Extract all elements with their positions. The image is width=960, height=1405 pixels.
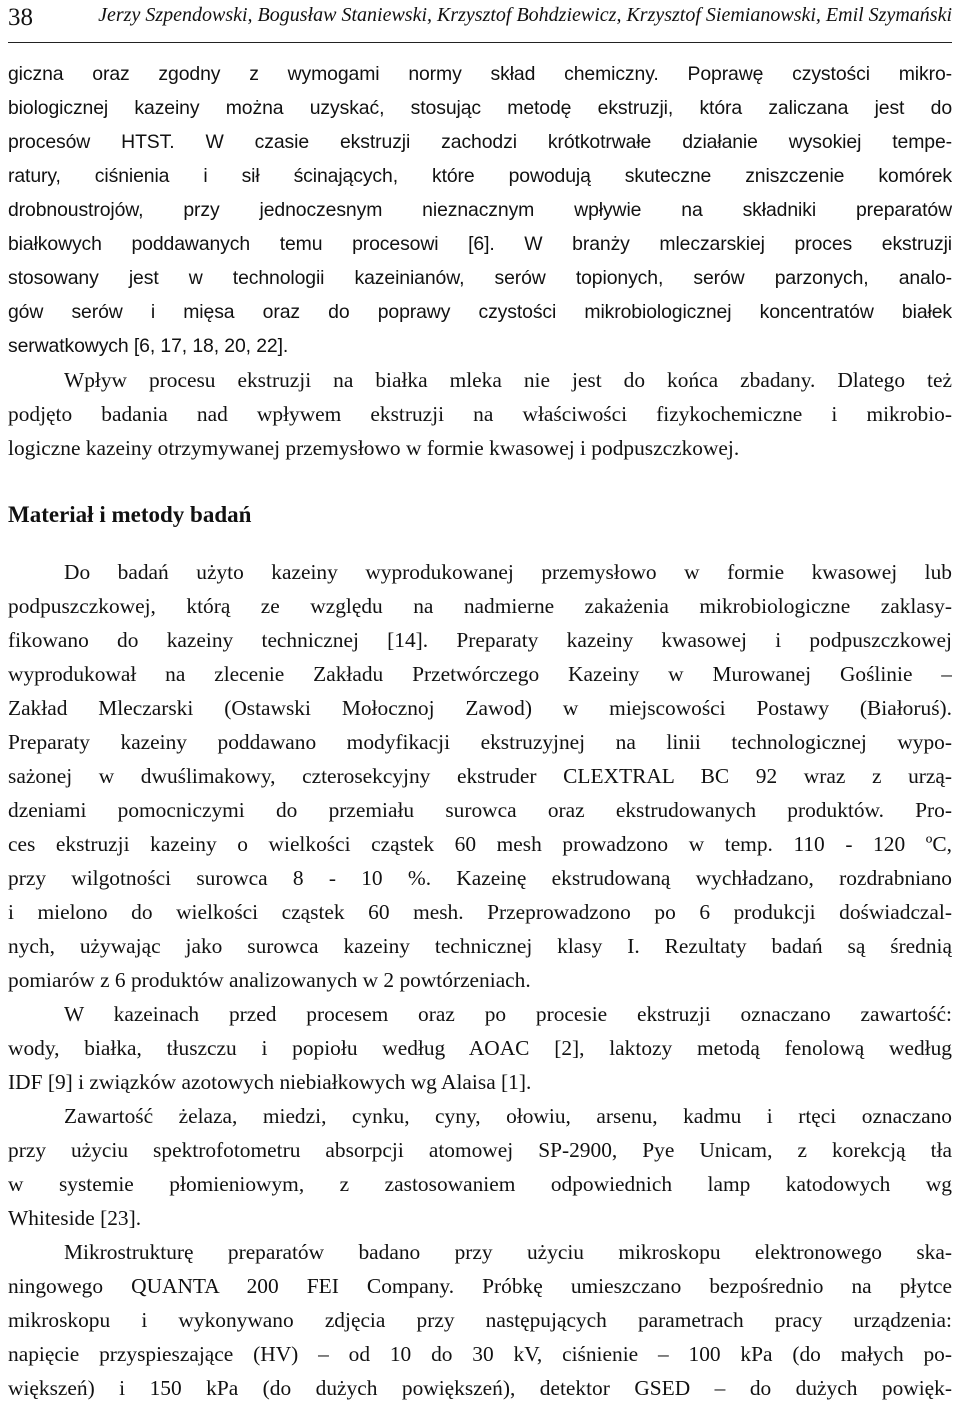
text-line: logiczne kazeiny otrzymywanej przemysłowo w formie kwasowej i podpuszczkowej. bbox=[8, 436, 740, 460]
text-line: nych, używając jako surowca kazeiny technicznej klasy I. Rezultaty badań są średnią bbox=[8, 934, 952, 958]
text-line: fikowano do kazeiny technicznej [14]. Preparaty kazeiny kwasowej i podpuszczkowej bbox=[8, 628, 952, 652]
methods-paragraph-3 bbox=[8, 1099, 952, 1235]
text-line: dzeniami pomocniczymi do przemiału surowca oraz ekstrudowanych produktów. Pro- bbox=[8, 798, 952, 822]
text-line: sażonej w dwuślimakowy, czterosekcyjny ekstruder CLEXTRAL BC 92 wraz z urzą- bbox=[8, 764, 952, 788]
text-line: drobnoustrojów, przy jednoczesnym nieznacznym wpływie na składniki preparatów bbox=[8, 199, 952, 221]
text-line: Wpływ procesu ekstruzji na białka mleka nie jest do końca zbadany. Dlatego też bbox=[64, 368, 952, 392]
text-line: większeń) i 150 kPa (do dużych powiększeń), detektor GSED – do dużych powięk- bbox=[8, 1376, 952, 1400]
text-line: podpuszczkowej, którą ze względu na nadmierne zakażenia mikrobiologiczne zaklasy- bbox=[8, 594, 952, 618]
text-line: wyprodukował na zlecenie Zakładu Przetwórczego Kazeiny w Murowanej Goślinie – bbox=[8, 662, 952, 686]
text-line: mikroskopu i wykonywano zdjęcia przy następujących parametrach pracy urządzenia: bbox=[8, 1308, 952, 1332]
text-line: i mielono do wielkości cząstek 60 mesh. Przeprowadzono po 6 produkcji doświadczal- bbox=[8, 900, 952, 924]
text-line: ningowego QUANTA 200 FEI Company. Próbkę umieszczano bezpośrednio na płytce bbox=[8, 1274, 952, 1298]
intro-conclusion-paragraph bbox=[8, 363, 952, 465]
text-line: przy użyciu spektrofotometru absorpcji atomowej SP-2900, Pye Unicam, z korekcją tła bbox=[8, 1138, 952, 1162]
text-line: w systemie płomieniowym, z zastosowaniem odpowiednich lamp katodowych wg bbox=[8, 1172, 952, 1196]
text-line: stosowany jest w technologii kazeinianów, serów topionych, serów parzonych, analo- bbox=[8, 267, 952, 289]
text-line: wody, białka, tłuszczu i popiołu według AOAC [2], laktozy metodą fenolową według bbox=[8, 1036, 952, 1060]
running-head bbox=[8, 0, 952, 43]
text-line: pomiarów z 6 produktów analizowanych w 2 powtórzeniach. bbox=[8, 968, 531, 992]
text-line: Zakład Mleczarski (Ostawski Mołocznoj Zawod) w miejscowości Postawy (Białoruś). bbox=[8, 696, 952, 720]
text-line: białkowych poddawanych temu procesowi [6]. W branży mleczarskiej proces ekstruzji bbox=[8, 233, 952, 255]
text-line: procesów HTST. W czasie ekstruzji zachodzi krótkotrwałe działanie wysokiej tempe- bbox=[8, 131, 952, 153]
intro-paragraphs bbox=[8, 57, 952, 363]
methods-paragraph-2 bbox=[8, 997, 952, 1099]
document-page bbox=[8, 0, 952, 1405]
text-line: ces ekstruzji kazeiny o wielkości cząstek 60 mesh prowadzono w temp. 110 - 120 ºC, bbox=[8, 832, 952, 856]
methods-paragraph-4 bbox=[8, 1235, 952, 1405]
text-line: serwatkowych [6, 17, 18, 20, 22]. bbox=[8, 335, 289, 357]
text-line: ratury, ciśnienia i sił ścinających, które powodują skuteczne zniszczenie komórek bbox=[8, 165, 952, 187]
text-line: Do badań użyto kazeiny wyprodukowanej przemysłowo w formie kwasowej lub bbox=[64, 560, 952, 584]
running-head-authors: Jerzy Szpendowski, Bogusław Staniewski, Krzysztof Bohdziewicz, Krzysztof Siemianowski, Emil Szymański bbox=[98, 4, 952, 26]
text-line: Whiteside [23]. bbox=[8, 1206, 142, 1230]
text-line: Mikrostrukturę preparatów badano przy użyciu mikroskopu elektronowego ska- bbox=[64, 1240, 952, 1264]
text-line: giczna oraz zgodny z wymogami normy skład chemiczny. Poprawę czystości mikro- bbox=[8, 63, 952, 85]
text-line: napięcie przyspieszające (HV) – od 10 do 30 kV, ciśnienie – 100 kPa (do małych po- bbox=[8, 1342, 952, 1366]
page-number: 38 bbox=[8, 4, 33, 31]
text-line: gów serów i mięsa oraz do poprawy czystości mikrobiologicznej koncentratów białek bbox=[8, 301, 952, 323]
text-line: IDF [9] i związków azotowych niebiałkowych wg Alaisa [1]. bbox=[8, 1070, 532, 1094]
text-line: W kazeinach przed procesem oraz po procesie ekstruzji oznaczano zawartość: bbox=[64, 1002, 952, 1026]
text-line: podjęto badania nad wpływem ekstruzji na właściwości fizykochemiczne i mikrobio- bbox=[8, 402, 952, 426]
text-line: przy wilgotności surowca 8 - 10 %. Kazeinę ekstrudowaną wychładzano, rozdrabniano bbox=[8, 866, 952, 890]
text-line: biologicznej kazeiny można uzyskać, stosując metodę ekstruzji, która zaliczana jest do bbox=[8, 97, 952, 119]
text-line: Preparaty kazeiny poddawano modyfikacji ekstruzyjnej na linii technologicznej wypo- bbox=[8, 730, 952, 754]
methods-paragraph-1 bbox=[8, 555, 952, 997]
section-heading: Materiał i metody badań bbox=[8, 502, 252, 527]
text-line: Zawartość żelaza, miedzi, cynku, cyny, ołowiu, arsenu, kadmu i rtęci oznaczano bbox=[64, 1104, 952, 1128]
